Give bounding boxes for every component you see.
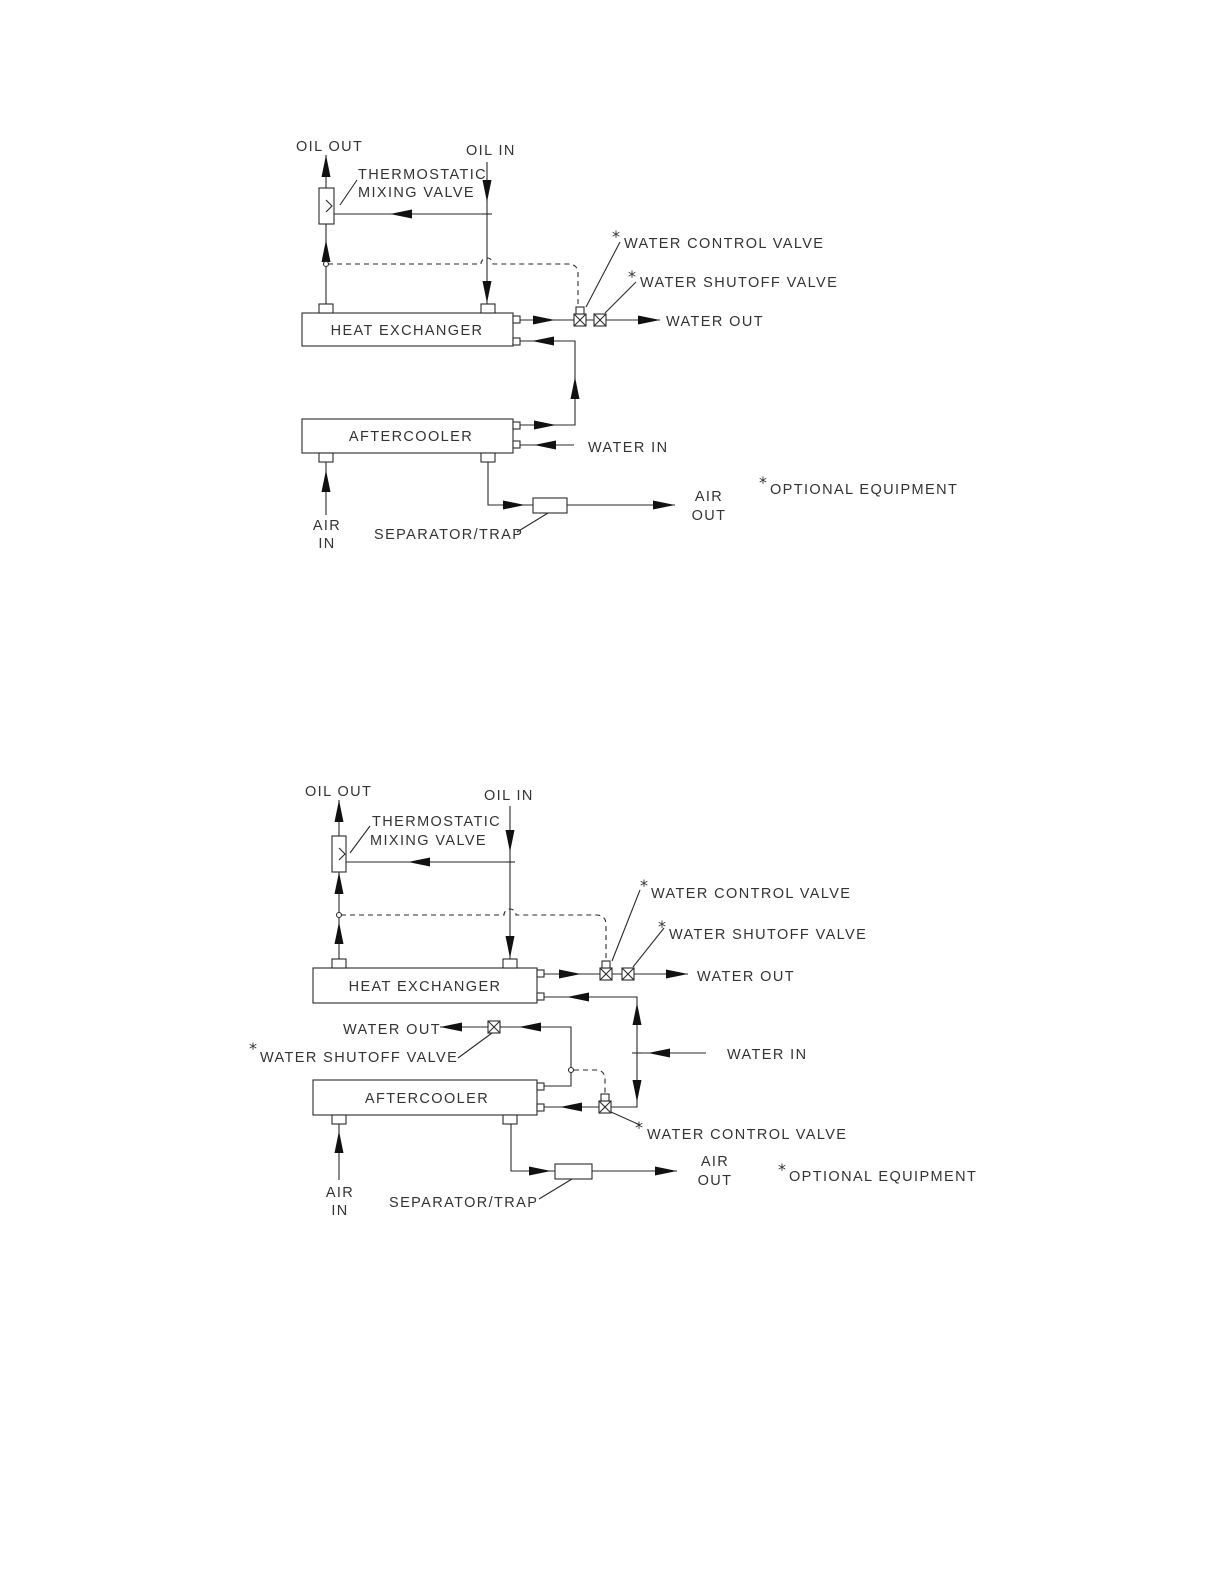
asterisk-marker: * — [628, 267, 636, 286]
asterisk-marker: * — [635, 1118, 643, 1137]
water-in-label: WATER IN — [588, 440, 669, 456]
oil-out-label: OIL OUT — [305, 784, 373, 800]
water-in-label: WATER IN — [727, 1047, 808, 1063]
asterisk-marker: * — [778, 1160, 786, 1179]
water-shutoff-valve-label: WATER SHUTOFF VALVE — [669, 927, 868, 943]
asterisk-marker: * — [658, 917, 666, 936]
separator-trap — [555, 1164, 592, 1179]
asterisk-marker: * — [249, 1039, 257, 1058]
air-in-label-2: IN — [318, 536, 336, 552]
diagram-top — [296, 139, 958, 552]
water-out-label: WATER OUT — [697, 969, 795, 985]
water-control-valve-label: WATER CONTROL VALVE — [651, 886, 852, 902]
separator-trap-label: SEPARATOR/TRAP — [389, 1195, 539, 1211]
water-out-label: WATER OUT — [666, 314, 764, 330]
air-out-label-1: AIR — [700, 1154, 730, 1170]
thermostatic-label-1: THERMOSTATIC — [372, 814, 502, 830]
aftercooler-label: AFTERCOOLER — [348, 429, 474, 445]
air-out-label-2: OUT — [691, 508, 727, 524]
asterisk-marker: * — [640, 876, 648, 895]
oil-out-label: OIL OUT — [296, 139, 364, 155]
water-shutoff-valve-label: WATER SHUTOFF VALVE — [260, 1050, 459, 1066]
optional-equipment-label: OPTIONAL EQUIPMENT — [789, 1169, 978, 1185]
oil-in-label: OIL IN — [466, 143, 516, 159]
water-out-label: WATER OUT — [343, 1022, 441, 1038]
thermostatic-mixing-valve — [332, 836, 346, 872]
oil-in-label: OIL IN — [484, 788, 534, 804]
heat-exchanger-label: HEAT EXCHANGER — [330, 323, 484, 339]
asterisk-marker: * — [612, 227, 620, 246]
aftercooler-label: AFTERCOOLER — [364, 1091, 490, 1107]
water-control-valve-label: WATER CONTROL VALVE — [624, 236, 825, 252]
water-shutoff-valve-label: WATER SHUTOFF VALVE — [640, 275, 839, 291]
thermostatic-label-2: MIXING VALVE — [370, 833, 487, 849]
thermostatic-label-1: THERMOSTATIC — [358, 167, 488, 183]
separator-trap — [533, 498, 567, 513]
optional-equipment-label: OPTIONAL EQUIPMENT — [770, 482, 959, 498]
asterisk-marker: * — [759, 473, 767, 492]
air-in-label-1: AIR — [312, 518, 342, 534]
diagram-bottom — [249, 784, 977, 1219]
water-control-valve-label: WATER CONTROL VALVE — [647, 1127, 848, 1143]
separator-trap-label: SEPARATOR/TRAP — [374, 527, 524, 543]
air-out-label-1: AIR — [694, 489, 724, 505]
air-in-label-1: AIR — [325, 1185, 355, 1201]
air-out-label-2: OUT — [697, 1173, 733, 1189]
heat-exchanger-label: HEAT EXCHANGER — [348, 979, 502, 995]
thermostatic-label-2: MIXING VALVE — [358, 185, 475, 201]
air-in-label-2: IN — [331, 1203, 349, 1219]
